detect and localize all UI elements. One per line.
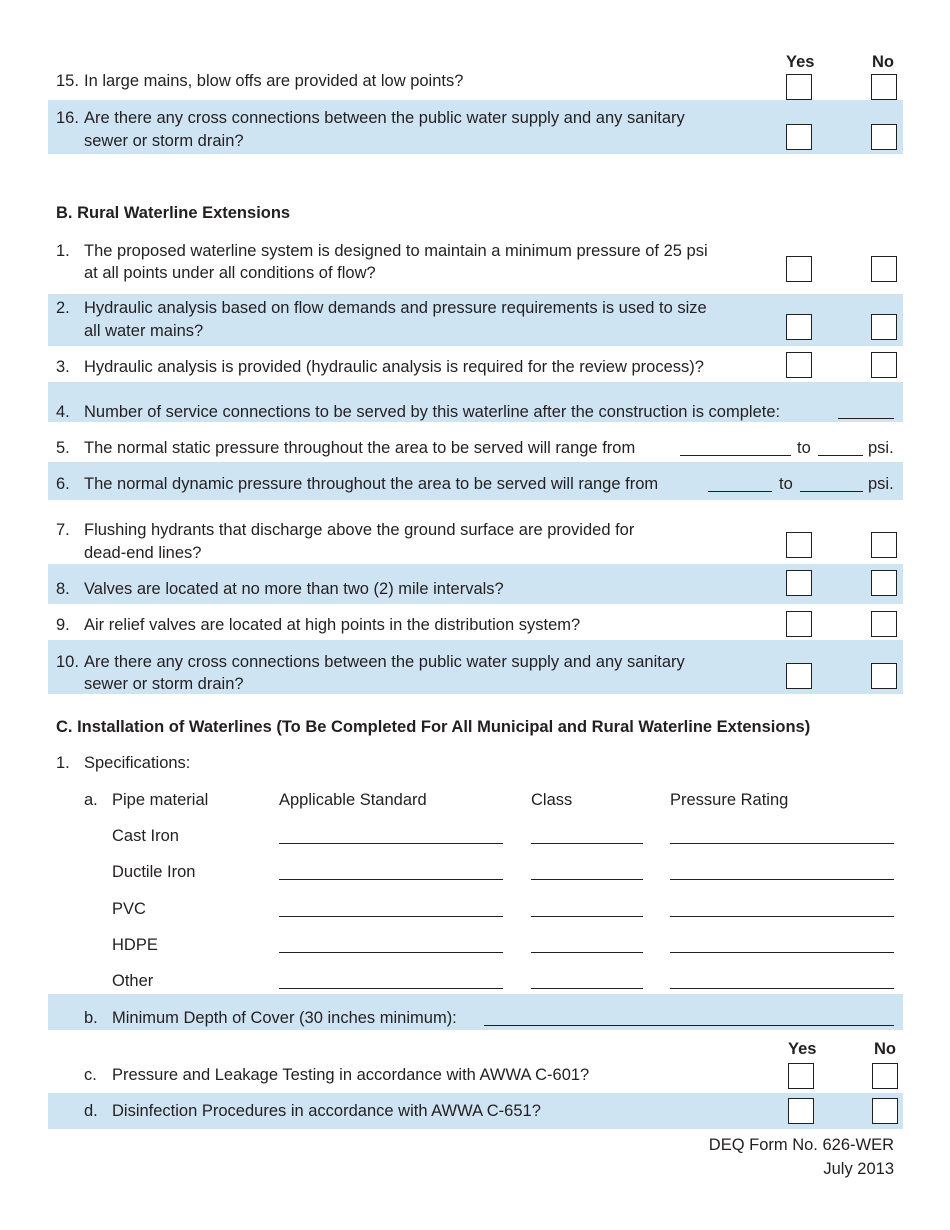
question-text: at all points under all conditions of flow?	[84, 264, 376, 282]
yes-checkbox[interactable]	[788, 1098, 814, 1124]
to-label: to	[779, 475, 793, 493]
yes-checkbox[interactable]	[786, 314, 812, 340]
yes-checkbox[interactable]	[786, 256, 812, 282]
no-checkbox[interactable]	[871, 611, 897, 637]
unit-label: psi.	[868, 439, 894, 457]
material-label: Cast Iron	[112, 827, 179, 845]
dynamic-pressure-max-field[interactable]	[800, 491, 863, 492]
no-column-header: No	[872, 53, 894, 71]
standard-field[interactable]	[279, 843, 503, 844]
question-text: The normal static pressure throughout the area to be served will range from	[84, 439, 636, 457]
class-field[interactable]	[531, 916, 643, 917]
standard-field[interactable]	[279, 916, 503, 917]
depth-of-cover-field[interactable]	[484, 1025, 894, 1026]
yes-checkbox[interactable]	[786, 611, 812, 637]
column-header-pressure-rating: Pressure Rating	[670, 791, 789, 809]
yes-checkbox[interactable]	[786, 532, 812, 558]
question-text: Hydraulic analysis based on flow demands and pressure requirements is used to size	[84, 299, 707, 317]
question-text: all water mains?	[84, 322, 204, 340]
yes-column-header: Yes	[786, 53, 815, 71]
static-pressure-max-field[interactable]	[818, 455, 863, 456]
column-header-applicable-standard: Applicable Standard	[279, 791, 427, 809]
yes-column-header: Yes	[788, 1040, 817, 1058]
item-number: 6.	[56, 475, 70, 493]
form-date: July 2013	[823, 1160, 894, 1178]
question-text: Flushing hydrants that discharge above the ground surface are provided for	[84, 521, 635, 539]
question-text: The normal dynamic pressure throughout the area to be served will range from	[84, 475, 659, 493]
pressure-rating-field[interactable]	[670, 843, 894, 844]
item-number: 2.	[56, 299, 70, 317]
question-text: The proposed waterline system is designed to maintain a minimum pressure of 25 psi	[84, 242, 708, 260]
pressure-rating-field[interactable]	[670, 879, 894, 880]
column-header-pipe-material: Pipe material	[112, 791, 209, 809]
item-number: 4.	[56, 403, 70, 421]
material-label: Ductile Iron	[112, 863, 196, 881]
pressure-rating-field[interactable]	[670, 988, 894, 989]
no-checkbox[interactable]	[871, 74, 897, 100]
item-number: 10.	[56, 653, 79, 671]
item-number: 16.	[56, 109, 79, 127]
question-text: sewer or storm drain?	[84, 675, 244, 693]
item-number: 1.	[56, 754, 70, 772]
material-label: PVC	[112, 900, 146, 918]
standard-field[interactable]	[279, 988, 503, 989]
service-connections-field[interactable]	[838, 418, 894, 419]
yes-checkbox[interactable]	[786, 352, 812, 378]
item-number: 1.	[56, 242, 70, 260]
unit-label: psi.	[868, 475, 894, 493]
no-checkbox[interactable]	[871, 532, 897, 558]
question-text: Are there any cross connections between the public water supply and any sanitary	[84, 653, 685, 671]
yes-checkbox[interactable]	[786, 124, 812, 150]
no-checkbox[interactable]	[871, 124, 897, 150]
question-text: Hydraulic analysis is provided (hydraulic analysis is required for the review process)?	[84, 358, 704, 376]
yes-checkbox[interactable]	[788, 1063, 814, 1089]
question-text: Pressure and Leakage Testing in accordance with AWWA C-601?	[112, 1066, 590, 1084]
class-field[interactable]	[531, 952, 643, 953]
no-checkbox[interactable]	[871, 314, 897, 340]
item-number: 5.	[56, 439, 70, 457]
yes-checkbox[interactable]	[786, 570, 812, 596]
question-text: sewer or storm drain?	[84, 132, 244, 150]
item-number: 15.	[56, 72, 79, 90]
no-checkbox[interactable]	[871, 256, 897, 282]
section-title: C. Installation of Waterlines (To Be Completed For All Municipal and Rural Waterline Extensions)	[56, 718, 811, 736]
item-number: 9.	[56, 616, 70, 634]
yes-checkbox[interactable]	[786, 663, 812, 689]
no-checkbox[interactable]	[871, 352, 897, 378]
standard-field[interactable]	[279, 952, 503, 953]
column-header-class: Class	[531, 791, 573, 809]
question-text: In large mains, blow offs are provided at low points?	[84, 72, 464, 90]
class-field[interactable]	[531, 988, 643, 989]
item-number: 8.	[56, 580, 70, 598]
item-number: 7.	[56, 521, 70, 539]
material-label: Other	[112, 972, 154, 990]
question-text: Number of service connections to be served by this waterline after the construction is complete:	[84, 403, 781, 421]
question-text: Are there any cross connections between the public water supply and any sanitary	[84, 109, 685, 127]
section-title: B. Rural Waterline Extensions	[56, 204, 291, 222]
sub-item-letter: d.	[84, 1102, 98, 1120]
no-checkbox[interactable]	[871, 663, 897, 689]
question-text: Valves are located at no more than two (2) mile intervals?	[84, 580, 504, 598]
sub-item-letter: a.	[84, 791, 98, 809]
item-number: 3.	[56, 358, 70, 376]
question-text: Air relief valves are located at high points in the distribution system?	[84, 616, 581, 634]
specifications-label: Specifications:	[84, 754, 191, 772]
no-checkbox[interactable]	[872, 1098, 898, 1124]
form-number: DEQ Form No. 626-WER	[708, 1136, 894, 1154]
class-field[interactable]	[531, 843, 643, 844]
class-field[interactable]	[531, 879, 643, 880]
static-pressure-min-field[interactable]	[680, 455, 791, 456]
question-text: Disinfection Procedures in accordance with AWWA C-651?	[112, 1102, 541, 1120]
no-column-header: No	[874, 1040, 896, 1058]
pressure-rating-field[interactable]	[670, 916, 894, 917]
yes-checkbox[interactable]	[786, 74, 812, 100]
to-label: to	[797, 439, 811, 457]
material-label: HDPE	[112, 936, 158, 954]
no-checkbox[interactable]	[871, 570, 897, 596]
standard-field[interactable]	[279, 879, 503, 880]
dynamic-pressure-min-field[interactable]	[708, 491, 772, 492]
sub-item-letter: c.	[84, 1066, 97, 1084]
no-checkbox[interactable]	[872, 1063, 898, 1089]
sub-item-letter: b.	[84, 1009, 98, 1027]
question-text: dead-end lines?	[84, 544, 202, 562]
question-text: Minimum Depth of Cover (30 inches minimum):	[112, 1009, 457, 1027]
pressure-rating-field[interactable]	[670, 952, 894, 953]
